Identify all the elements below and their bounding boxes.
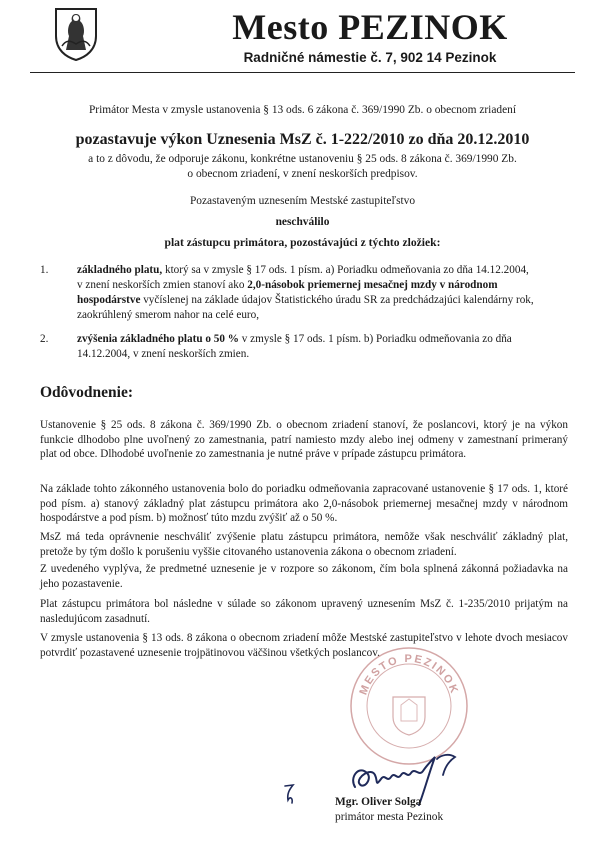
item-text (77, 332, 584, 362)
item-number: 2. (40, 333, 49, 345)
justification-heading: Odôvodnenie: (40, 384, 134, 401)
justification-paragraph: MsZ má teda oprávnenie neschváliť zvýšenie platu zástupcu primátora, nemôže však neschváliť základný plat, pretože by tým došlo k porušeniu vyššie citovaného ustanovenia zákona o obecnom zriadení. (40, 531, 568, 558)
city-coat-of-arms-icon (52, 6, 100, 62)
stamp-text: MESTO PEZINOK (357, 652, 461, 697)
item-bold: 2,0-násobok priemernej mesačnej mzdy v národnom (247, 279, 498, 291)
item-line (77, 293, 584, 308)
justification-paragraph: Ustanovenie § 25 ods. 8 zákona č. 369/1990 Zb. o obecnom zriadení stanoví, že poslancovi, ktorý je na výkon funkcie dlhodobo plne uvoľnený zo zamestnania, patrí namiesto mzdy alebo inej odmeny v zamestnaní primeraný plat od obce. Dlhodobé uvoľnenie zo zamestnania je nutné práve v prípade zástupcu primátora. (40, 419, 568, 461)
handwritten-mark (283, 782, 297, 806)
resolution-subject: plat zástupcu primátora, pozostávajúci z týchto zložiek: (164, 236, 441, 249)
signer-name: Mgr. Oliver Solga (335, 796, 422, 808)
item-plain: vyčíslenej na základe údajov Štatistického úradu SR za predchádzajúci kalendárny rok, (140, 294, 534, 306)
justification-paragraph: Na základe tohto zákonného ustanovenia bolo do poriadku odmeňovania zapracované ustanovenie § 17 ods. 1, ktoré pod písm. a) stanový základný plat zástupcu primátora ako 2,0-násobok priemernej mesačnej mzdy v národnom hospodárstve a pod písm. b) možnosť túto mzdu zvýšiť až o 50 %. (40, 483, 568, 525)
item-bold: základného platu, (77, 264, 163, 276)
city-address: Radničné námestie č. 7, 902 14 Pezinok (243, 50, 497, 65)
item-plain: ktorý sa v zmysle § 17 ods. 1 písm. a) Poriadku odmeňovania zo dňa 14.12.2004, (162, 264, 529, 276)
item-line (77, 308, 584, 323)
item-plain: v znení neskorších zmien stanoví ako (77, 279, 248, 291)
signer-role: primátor mesta Pezinok (335, 811, 444, 823)
item-line (77, 263, 584, 278)
decision-title: pozastavuje výkon Uznesenia MsZ č. 1-222/2010 zo dňa 20.12.2010 (75, 131, 530, 148)
item-number: 1. (40, 264, 49, 276)
header-divider (30, 72, 575, 73)
item-line (77, 347, 584, 362)
city-name: Mesto PEZINOK (232, 7, 508, 47)
item-plain: zaokrúhlený smerom nahor na celé euro, (77, 309, 260, 321)
item-bold: zvýšenia základného platu o 50 % (77, 333, 239, 345)
item-line (77, 332, 584, 347)
justification-paragraph: V zmysle ustanovenia § 13 ods. 8 zákona o obecnom zriadení môže Mestské zastupiteľstvo v lehote dvoch mesiacov potvrdiť pozastavené uznesenie trojpätinovou väčšinou všetkých poslancov. (40, 632, 568, 659)
justification-paragraph: Z uvedeného vyplýva, že predmetné uznesenie je v rozpore so zákonom, čím bola splnená zákonná požiadavka na jeho pozastavenie. (40, 563, 568, 590)
justification-paragraph: Plat zástupcu primátora bol následne v súlade so zákonom upravený uznesením MsZ č. 1-235/2010 prijatým na nasledujúcom zasadnutí. (40, 598, 568, 625)
item-bold: hospodárstve (77, 294, 141, 306)
item-line (77, 278, 584, 293)
suspended-resolution-line: Pozastaveným uznesením Mestské zastupiteľstvo (189, 195, 416, 207)
item-text (77, 263, 584, 323)
resolution-verb: neschválilo (275, 216, 330, 228)
svg-text:MESTO PEZINOK (358, 653, 461, 697)
authority-statement: Primátor Mesta v zmysle ustanovenia § 13 ods. 6 zákona č. 369/1990 Zb. o obecnom zriadení (88, 104, 517, 116)
item-plain: 14.12.2004, v znení neskorších zmien. (77, 348, 250, 360)
decision-reason (30, 152, 575, 182)
item-plain: v zmysle § 17 ods. 1 písm. b) Poriadku odmeňovania zo dňa (238, 333, 512, 345)
reason-line-1: a to z dôvodu, že odporuje zákonu, konkrétne ustanoveniu § 25 ods. 8 zákona č. 369/1990 Zb. (88, 153, 517, 165)
reason-line-2: o obecnom zriadení, v znení neskorších predpisov. (187, 168, 418, 180)
